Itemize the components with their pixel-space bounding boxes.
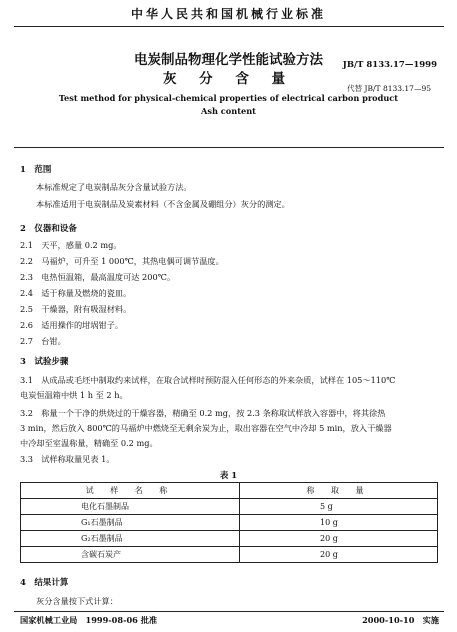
sample-name-cell: G₁石墨制品 [21,515,240,531]
section-1-heading: 1 范围 [20,165,52,175]
table-row [21,515,438,531]
section-2-heading: 2 仪器和设备 [20,224,77,234]
title-rule [14,147,444,148]
section-4-heading: 4 结果计算 [20,578,69,588]
section-2-item: 2.1 天平，感量 0.2 mg。 [20,240,122,250]
table-1-title: 表 1 [219,471,238,481]
table-row [21,531,438,547]
section-3-1-line-2: 电炭恒温箱中烘 1 h 至 2 h。 [20,390,128,400]
standard-org-header: 中华人民共和国机械行业标准 [130,7,326,21]
sample-name-cell: G₂石墨制品 [21,531,240,547]
title-en-line2: Ash content [201,106,256,116]
replaces-standard: 代替 JB/T 8133.17—95 [347,84,431,93]
footer-rule [14,611,444,612]
section-1-para-2: 本标准适用于电炭制品及炭素材料（不含金属及硼组分）灰分的测定。 [36,199,290,209]
section-3-3: 3.3 试样称取量见表 1。 [20,454,115,464]
column-header-name: 试 样 名 称 [21,483,240,499]
section-2-item: 2.5 干燥器，附有吸湿材料。 [20,304,132,314]
header-rule [14,26,444,27]
section-1-para-1: 本标准规定了电炭制品灰分含量试验方法。 [36,182,192,192]
amount-cell: 5 g [240,499,438,515]
section-3-1-line-1: 3.1 从成品或毛坯中制取约来试样，在取合试样时预防混入任何形态的外来杂质，试样在 105～110℃ [20,375,396,385]
approval-date: 国家机械工业局 1999-08-06 批准 [20,615,158,625]
section-2-item: 2.6 适用操作的坩埚钳子。 [20,320,124,330]
amount-cell: 20 g [240,531,438,547]
title-en-line1: Test method for physical-chemical properties of electrical carbon product [58,93,399,103]
section-3-heading: 3 试验步骤 [20,357,69,367]
section-4-para-1: 灰分含量按下式计算： [36,596,118,606]
section-2-item: 2.2 马福炉，可升至 1 000℃，其热电偶可调节温度。 [20,256,224,266]
sample-name-cell: 含碳石炭产 [21,547,240,563]
implementation-date: 2000-10-10 实施 [362,615,439,625]
sample-name-cell: 电化石墨制品 [21,499,240,515]
section-3-2-line-1: 3.2 称量一个干净的烘烧过的干燥容器，精确至 0.2 mg，按 2.3 条称取试样放入容器中，将其徐热 [20,408,386,418]
title-cn-line2: 灰 分 含 量 [162,71,295,87]
section-2-item: 2.3 电热恒温箱，最高温度可达 200℃。 [20,272,176,282]
table-header-row [21,483,438,499]
column-header-amount: 称 取 量 [240,483,438,499]
section-3-2-line-2: 3 min，然后放入 800℃的马福炉中燃烧至无剩余炭为止，取出容器在空气中冷却 5 min，放入干燥器 [20,423,392,433]
table-row [21,499,438,515]
table-1 [20,482,438,563]
section-2-item: 2.7 台钳。 [20,336,66,346]
table-row [21,547,438,563]
amount-cell: 20 g [240,547,438,563]
title-cn-line1: 电炭制品物理化学性能试验方法 [134,52,323,68]
section-3-2-line-3: 中冷却至室温称量，精确至 0.2 mg。 [20,438,158,448]
standard-number: JB/T 8133.17—1999 [342,60,437,70]
amount-cell: 10 g [240,515,438,531]
section-2-item: 2.4 适于称量及燃烧的瓷皿。 [20,288,132,298]
